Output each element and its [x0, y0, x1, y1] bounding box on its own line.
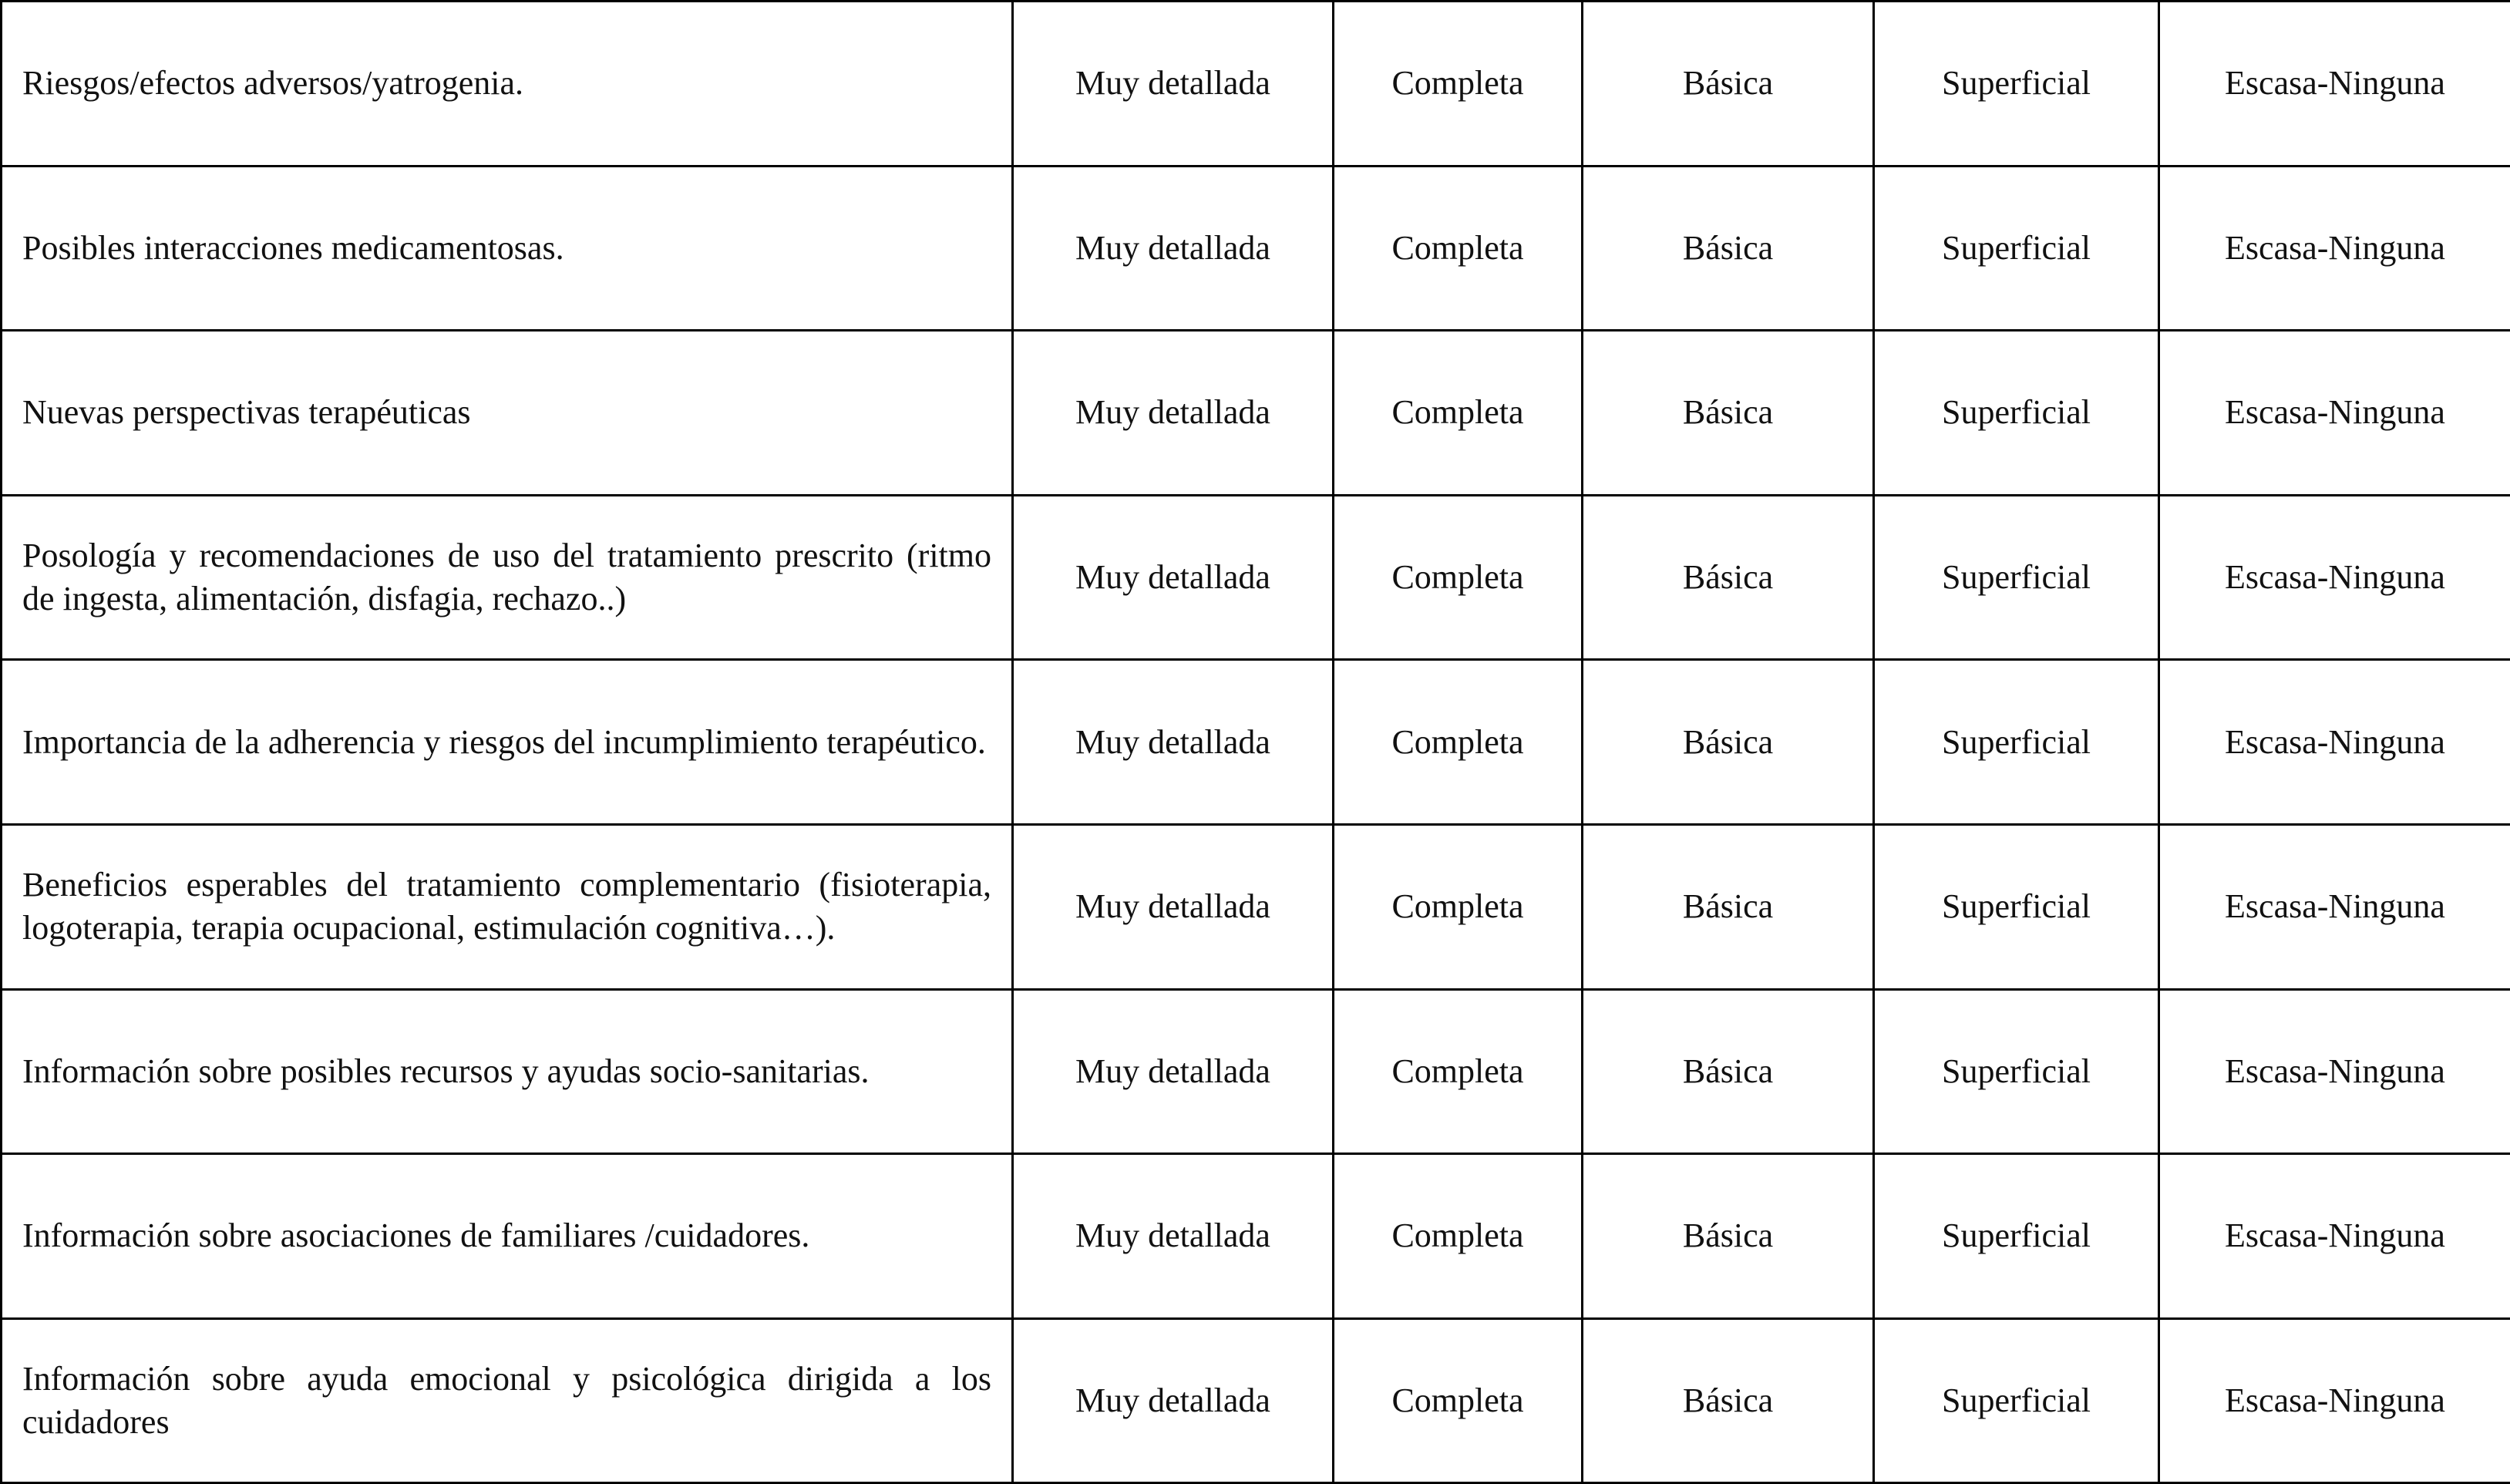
option-completa: Completa	[1334, 660, 1583, 825]
table-row	[2, 989, 2510, 1154]
option-muy-detallada: Muy detallada	[1013, 824, 1334, 989]
option-completa: Completa	[1334, 824, 1583, 989]
option-completa: Completa	[1334, 495, 1583, 660]
option-basica: Básica	[1583, 495, 1874, 660]
option-escasa-ninguna: Escasa-Ninguna	[2159, 989, 2510, 1154]
option-muy-detallada: Muy detallada	[1013, 989, 1334, 1154]
option-muy-detallada: Muy detallada	[1013, 660, 1334, 825]
option-muy-detallada: Muy detallada	[1013, 331, 1334, 496]
option-escasa-ninguna: Escasa-Ninguna	[2159, 660, 2510, 825]
option-basica: Básica	[1583, 824, 1874, 989]
item-cell: Importancia de la adherencia y riesgos del incumplimiento terapéutico.	[2, 660, 1013, 825]
option-muy-detallada: Muy detallada	[1013, 2, 1334, 167]
table-row	[2, 2, 2510, 167]
table-row	[2, 824, 2510, 989]
option-muy-detallada: Muy detallada	[1013, 495, 1334, 660]
table-row	[2, 1154, 2510, 1319]
option-escasa-ninguna: Escasa-Ninguna	[2159, 1318, 2510, 1483]
option-muy-detallada: Muy detallada	[1013, 1154, 1334, 1319]
option-superficial: Superficial	[1874, 166, 2159, 331]
item-cell: Beneficios esperables del tratamiento complementario (fisioterapia, logoterapia, terapia ocupacional, estimulación cognitiva…).	[2, 824, 1013, 989]
table-body	[2, 2, 2510, 1483]
table-row	[2, 166, 2510, 331]
option-superficial: Superficial	[1874, 824, 2159, 989]
option-completa: Completa	[1334, 989, 1583, 1154]
option-basica: Básica	[1583, 166, 1874, 331]
option-escasa-ninguna: Escasa-Ninguna	[2159, 495, 2510, 660]
option-superficial: Superficial	[1874, 660, 2159, 825]
option-basica: Básica	[1583, 989, 1874, 1154]
option-superficial: Superficial	[1874, 331, 2159, 496]
table-row	[2, 331, 2510, 496]
option-escasa-ninguna: Escasa-Ninguna	[2159, 1154, 2510, 1319]
table-row	[2, 495, 2510, 660]
item-cell: Nuevas perspectivas terapéuticas	[2, 331, 1013, 496]
option-completa: Completa	[1334, 166, 1583, 331]
option-superficial: Superficial	[1874, 989, 2159, 1154]
option-muy-detallada: Muy detallada	[1013, 166, 1334, 331]
option-escasa-ninguna: Escasa-Ninguna	[2159, 2, 2510, 167]
option-basica: Básica	[1583, 1318, 1874, 1483]
option-completa: Completa	[1334, 331, 1583, 496]
option-superficial: Superficial	[1874, 1318, 2159, 1483]
item-cell: Posibles interacciones medicamentosas.	[2, 166, 1013, 331]
option-escasa-ninguna: Escasa-Ninguna	[2159, 331, 2510, 496]
option-completa: Completa	[1334, 2, 1583, 167]
option-superficial: Superficial	[1874, 495, 2159, 660]
item-cell: Información sobre posibles recursos y ayudas socio-sanitarias.	[2, 989, 1013, 1154]
option-escasa-ninguna: Escasa-Ninguna	[2159, 166, 2510, 331]
option-basica: Básica	[1583, 1154, 1874, 1319]
item-cell: Información sobre asociaciones de familiares /cuidadores.	[2, 1154, 1013, 1319]
item-cell: Información sobre ayuda emocional y psicológica dirigida a los cuidadores	[2, 1318, 1013, 1483]
table-row	[2, 660, 2510, 825]
option-completa: Completa	[1334, 1154, 1583, 1319]
option-escasa-ninguna: Escasa-Ninguna	[2159, 824, 2510, 989]
option-muy-detallada: Muy detallada	[1013, 1318, 1334, 1483]
option-basica: Básica	[1583, 2, 1874, 167]
table-row	[2, 1318, 2510, 1483]
option-superficial: Superficial	[1874, 1154, 2159, 1319]
option-completa: Completa	[1334, 1318, 1583, 1483]
item-cell: Posología y recomendaciones de uso del tratamiento prescrito (ritmo de ingesta, alimentación, disfagia, rechazo..)	[2, 495, 1013, 660]
option-basica: Básica	[1583, 660, 1874, 825]
option-basica: Básica	[1583, 331, 1874, 496]
item-cell: Riesgos/efectos adversos/yatrogenia.	[2, 2, 1013, 167]
option-superficial: Superficial	[1874, 2, 2159, 167]
